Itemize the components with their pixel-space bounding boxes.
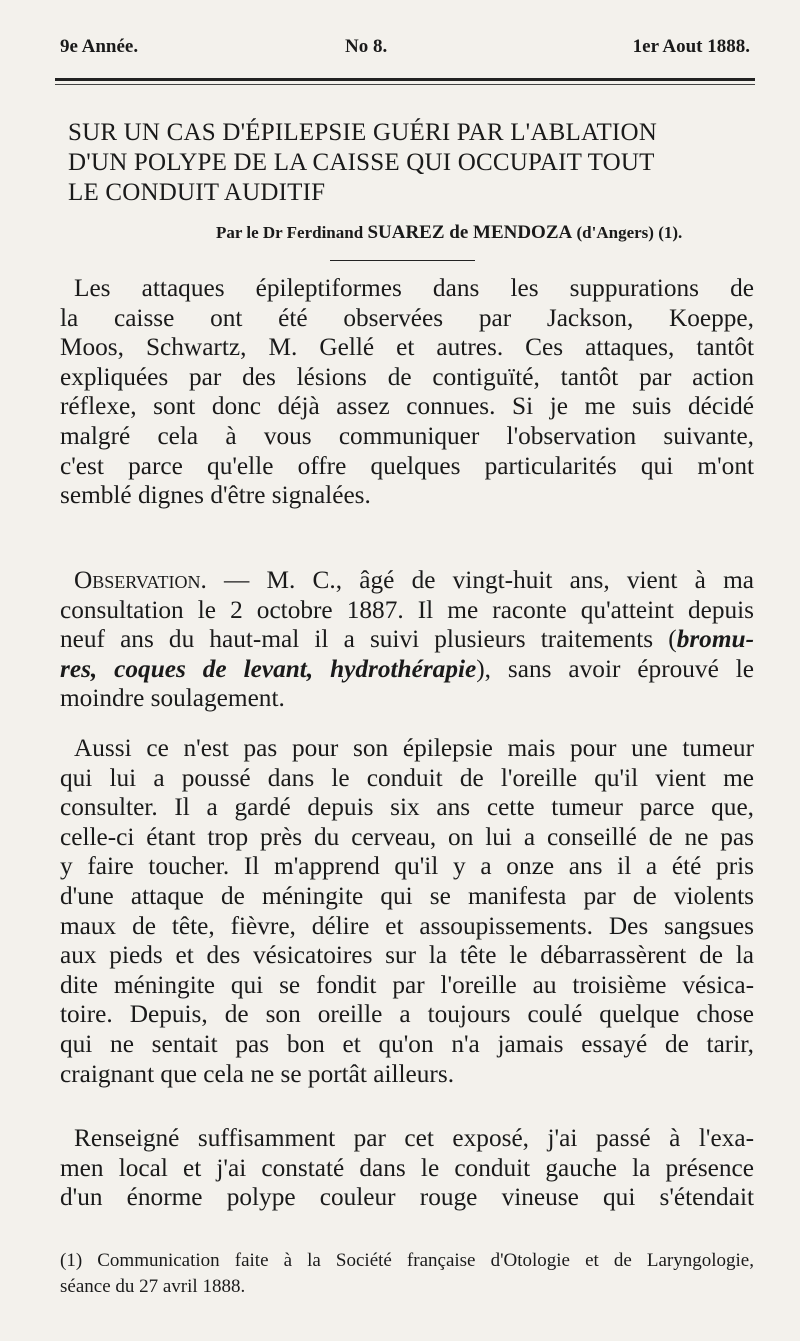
text-line: consultation le 2 octobre 1887. Il me raconte qu'atteint depuis bbox=[60, 595, 754, 624]
text-line: celle-ci étant trop près du cerveau, on lui a conseillé de ne pas bbox=[60, 822, 754, 851]
text-line: craignant que cela ne se portât ailleurs. bbox=[60, 1059, 455, 1088]
running-header bbox=[60, 36, 750, 66]
text-line: aux pieds et des vésicatoires sur la tête le débarrassèrent de la bbox=[60, 941, 754, 970]
header-date: 1er Aout 1888. bbox=[632, 36, 750, 57]
footnote bbox=[60, 1248, 754, 1300]
title-line: SUR UN CAS D'ÉPILEPSIE GUÉRI PAR L'ABLATION bbox=[68, 119, 657, 146]
header-rule-thick bbox=[55, 78, 755, 81]
text-span: — M. C., âgé de vingt-huit ans, vient à ma bbox=[206, 566, 754, 594]
text-line: expliquées par des lésions de contiguïté, tantôt par action bbox=[60, 362, 754, 391]
paragraph-intro bbox=[60, 274, 754, 511]
title-line: LE CONDUIT AUDITIF bbox=[68, 179, 326, 206]
text-line: toire. Depuis, de son oreille a toujours coulé quelque chose bbox=[60, 1000, 754, 1029]
title-separator-rule bbox=[330, 260, 475, 261]
text-line: consulter. Il a gardé depuis six ans cette tumeur parce que, bbox=[60, 793, 754, 822]
text-span: ), sans avoir éprouvé le bbox=[476, 654, 754, 683]
italic-span: bromu- bbox=[676, 625, 754, 654]
text-line: y faire toucher. Il m'apprend qu'il y a onze ans il a été pris bbox=[60, 852, 754, 881]
text-line: dite méningite qui se fondit par l'oreille au troisième vésica- bbox=[60, 970, 754, 999]
text-line: Moos, Schwartz, M. Gellé et autres. Ces attaques, tantôt bbox=[60, 333, 754, 362]
text-line: qui ne sentait pas bon et qu'on n'a jamais essayé de tarir, bbox=[60, 1029, 754, 1058]
text-line: moindre soulagement. bbox=[60, 684, 285, 713]
text-line: Renseigné suffisamment par cet exposé, j'ai passé à l'exa- bbox=[74, 1124, 754, 1152]
text-line: semblé dignes d'être signalées. bbox=[60, 481, 371, 510]
text-line: qui lui a poussé dans le conduit de l'oreille qu'il vient me bbox=[60, 763, 754, 792]
title-line: D'UN POLYPE DE LA CAISSE QUI OCCUPAIT TOUT bbox=[68, 149, 655, 176]
italic-span: res, coques de levant, hydrothérapie bbox=[60, 654, 477, 683]
text-line: c'est parce qu'elle offre quelques particularités qui m'ont bbox=[60, 451, 754, 480]
text-line: la caisse ont été observées par Jackson, Koeppe, bbox=[60, 303, 754, 332]
text-line bbox=[60, 625, 754, 655]
author-suffix: (d'Angers) (1). bbox=[576, 223, 683, 242]
text-line bbox=[60, 566, 754, 596]
author-surname: SUAREZ de MENDOZA bbox=[367, 222, 573, 243]
text-line: d'une attaque de méningite qui se manifesta par de violents bbox=[60, 881, 754, 910]
article-title bbox=[68, 118, 758, 208]
paragraph-examination bbox=[60, 1124, 754, 1213]
text-span: neuf ans du haut-mal il a suivi plusieurs traitements ( bbox=[60, 625, 677, 654]
text-line: d'un énorme polype couleur rouge vineuse qui s'étendait bbox=[60, 1183, 754, 1212]
article-author bbox=[216, 222, 682, 244]
footnote-line: séance du 27 avril 1888. bbox=[60, 1276, 246, 1297]
text-line bbox=[60, 655, 754, 685]
header-rule-thin bbox=[55, 84, 755, 85]
paragraph-observation bbox=[60, 566, 754, 714]
footnote-line: (1) Communication faite à la Société française d'Otologie et de Laryngologie, bbox=[60, 1250, 754, 1271]
text-line: réflexe, sont donc déjà assez connues. Si je me suis décidé bbox=[60, 392, 754, 421]
observation-label: Observation. bbox=[74, 566, 207, 594]
text-line: Aussi ce n'est pas pour son épilepsie mais pour une tumeur bbox=[74, 734, 754, 762]
author-prefix: Par le Dr Ferdinand bbox=[216, 223, 364, 242]
text-line: maux de tête, fièvre, délire et assoupissements. Des sangsues bbox=[60, 911, 754, 940]
header-year: 9e Année. bbox=[60, 36, 139, 57]
text-line: men local et j'ai constaté dans le conduit gauche la présence bbox=[60, 1153, 754, 1182]
paragraph-history bbox=[60, 734, 754, 1089]
text-line: malgré cela à vous communiquer l'observation suivante, bbox=[60, 421, 754, 450]
text-line: Les attaques épileptiformes dans les suppurations de bbox=[74, 274, 754, 302]
header-issue-number: No 8. bbox=[345, 36, 388, 57]
